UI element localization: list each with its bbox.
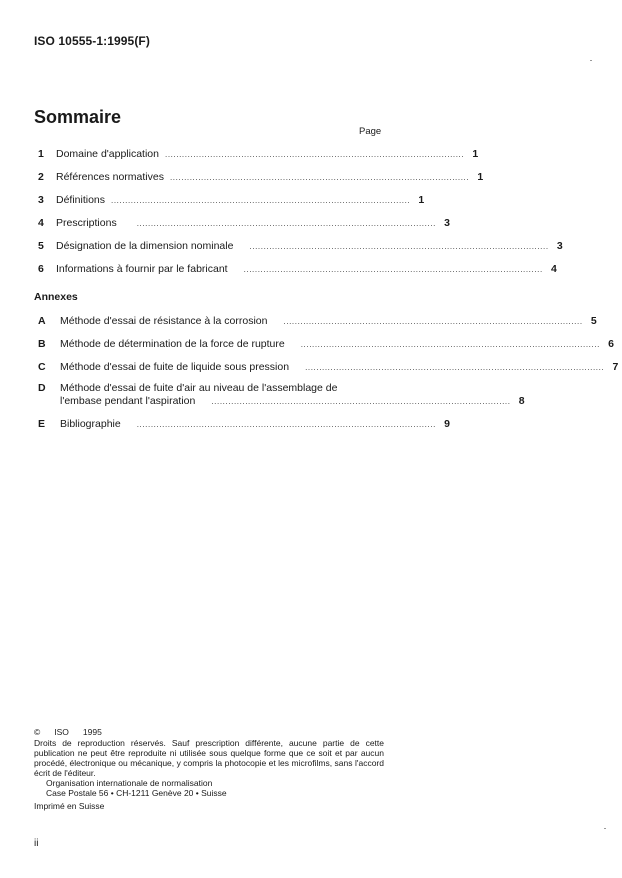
dot-leader: ..........................................................................................................	[169, 173, 470, 182]
annex-entry-line2	[60, 395, 525, 408]
dot-leader: ..........................................................................................................	[300, 340, 600, 349]
page-title: Sommaire	[34, 107, 122, 127]
dot-leader: ..........................................................................................................	[165, 150, 465, 159]
toc-entry-number: 3	[38, 194, 44, 206]
annexes-heading: Annexes	[34, 291, 78, 303]
toc-entry[interactable]	[38, 263, 557, 276]
annex-entry-title: Méthode d'essai de résistance à la corrosion	[60, 315, 268, 327]
dot-leader: ..........................................................................................................	[211, 397, 511, 406]
toc-entry-page: 1	[472, 148, 479, 160]
annex-entry-page: 9	[444, 418, 450, 430]
annex-entry-letter: A	[38, 315, 46, 327]
page-number: ii	[34, 838, 39, 849]
rights-notice: Droits de reproduction réservés. Sauf prescription différente, aucune partie de cette publication ne peut être reproduite ni utilisée sous quelque forme que ce soit et par aucun procédé, électronique ou mécanique, y compris la photocopie et les microfilms, sans l'accord écrit de l'éditeur.	[34, 738, 384, 778]
annex-entry-page: 7	[612, 361, 619, 373]
annex-entry-letter: C	[38, 361, 46, 373]
copyright-symbol: ©	[34, 727, 41, 737]
toc-entry-number: 1	[38, 148, 44, 160]
toc-entry-number: 6	[38, 263, 44, 275]
toc-entry[interactable]	[38, 171, 484, 184]
annex-entry-title: Méthode de détermination de la force de rupture	[60, 338, 285, 350]
organisation-name: Organisation internationale de normalisation	[46, 778, 213, 788]
printed-in: Imprimé en Suisse	[34, 801, 105, 811]
dot-leader: ..........................................................................................................	[305, 363, 605, 372]
toc-entry[interactable]	[38, 217, 450, 230]
annex-entry-title: Méthode d'essai de fuite de liquide sous pression	[60, 361, 290, 373]
toc-entry-title: Références normatives	[56, 171, 164, 183]
copyright-footer	[34, 727, 384, 811]
scan-speck	[604, 828, 606, 829]
toc-entry-title: Prescriptions	[56, 217, 117, 229]
toc-entry-page: 3	[556, 240, 563, 252]
toc-entry-title: Domaine d'application	[56, 148, 159, 160]
copyright-org: ISO	[54, 727, 69, 737]
dot-leader: ..........................................................................................................	[249, 242, 549, 251]
toc-entry-number: 5	[38, 240, 44, 252]
annex-entry-title-line2: l'embase pendant l'aspiration	[60, 395, 196, 407]
copyright-line	[34, 727, 384, 737]
page-column-label: Page	[359, 126, 382, 137]
toc-entry-page: 3	[444, 217, 450, 229]
copyright-year: 1995	[82, 727, 102, 737]
dot-leader: ..........................................................................................................	[111, 196, 411, 205]
annex-entry-letter: B	[38, 338, 46, 350]
toc-entry-page: 1	[418, 194, 425, 206]
annex-entry-title: Bibliographie	[60, 418, 121, 430]
toc-entry-title: Définitions	[56, 194, 106, 206]
document-reference: ISO 10555-1:1995(F)	[34, 34, 150, 48]
annex-entry-letter: E	[38, 418, 46, 430]
toc-entry[interactable]	[38, 148, 479, 161]
annex-entry-page: 6	[608, 338, 614, 350]
toc-entry-title: Informations à fournir par le fabricant	[56, 263, 228, 275]
toc-entry[interactable]	[38, 194, 425, 207]
dot-leader: ..........................................................................................................	[136, 420, 436, 429]
annex-entry[interactable]	[38, 361, 619, 374]
toc-entry-page: 1	[477, 171, 484, 183]
dot-leader: ..........................................................................................................	[283, 317, 583, 326]
toc-entry-number: 2	[38, 171, 44, 183]
annex-entry-page: 8	[518, 395, 525, 407]
dot-leader: ..........................................................................................................	[136, 219, 436, 228]
organisation-address: Case Postale 56 • CH-1211 Genève 20 • Suisse	[46, 788, 227, 798]
dot-leader: ..........................................................................................................	[243, 265, 543, 274]
annex-entry-title-line1: Méthode d'essai de fuite d'air au niveau de l'assemblage de	[60, 382, 338, 394]
toc-entry[interactable]	[38, 240, 563, 253]
toc-entry-title: Désignation de la dimension nominale	[56, 240, 234, 252]
toc-entry-number: 4	[38, 217, 44, 229]
annex-entry[interactable]	[38, 418, 450, 431]
toc-entry-page: 4	[550, 263, 557, 275]
scan-speck	[590, 60, 592, 61]
annex-entry-letter: D	[38, 382, 46, 394]
annex-entry[interactable]	[38, 315, 597, 328]
annex-entry[interactable]	[38, 338, 614, 351]
annex-entry-page: 5	[590, 315, 597, 327]
